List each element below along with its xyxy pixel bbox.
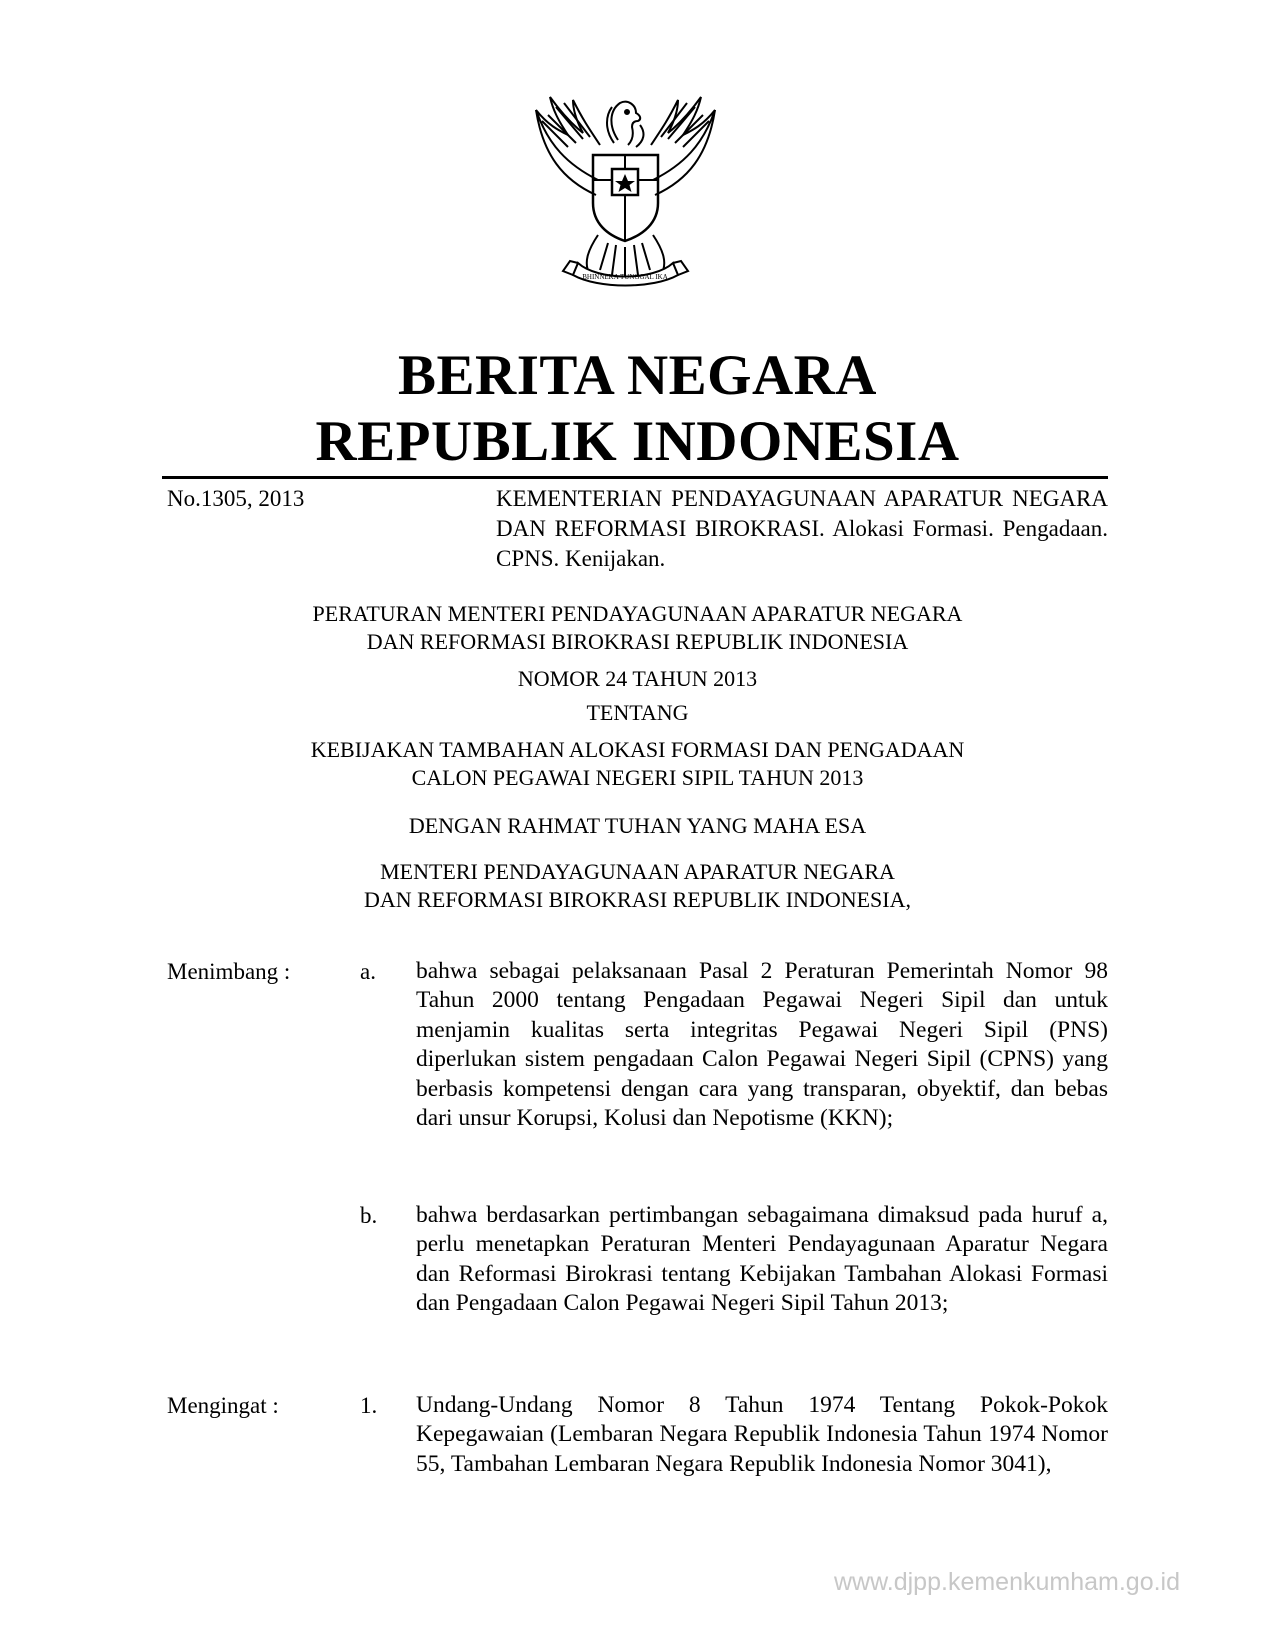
regulation-number: NOMOR 24 TAHUN 2013 [517, 666, 758, 691]
regulation-title-line-2: DAN REFORMASI BIROKRASI REPUBLIK INDONESIA [366, 629, 909, 654]
mengingat-label: Mengingat : [167, 1393, 279, 1418]
regulation-topic-line-1: KEBIJAKAN TAMBAHAN ALOKASI FORMASI DAN PENGADAAN [310, 737, 965, 762]
preamble: DENGAN RAHMAT TUHAN YANG MAHA ESA [408, 813, 867, 838]
regulation-about: TENTANG [586, 700, 689, 725]
masthead-line-1: BERITA NEGARA [398, 344, 877, 407]
regulation-topic-line-2: CALON PEGAWAI NEGERI SIPIL TAHUN 2013 [411, 765, 864, 790]
header-divider [162, 476, 1108, 479]
regulation-title-line-1: PERATURAN MENTERI PENDAYAGUNAAN APARATUR NEGARA [312, 601, 963, 626]
document-number: No.1305, 2013 [167, 486, 305, 511]
document-subject: KEMENTERIAN PENDAYAGUNAAN APARATUR NEGARA DAN REFORMASI BIROKRASI. Alokasi Formasi. Pengadaan. CPNS. Kenijakan. [496, 486, 1108, 571]
issuer-line-2: DAN REFORMASI BIROKRASI REPUBLIK INDONESIA, [364, 887, 911, 912]
menimbang-item-b-marker: b. [360, 1203, 378, 1228]
mengingat-item-1-text: Undang-Undang Nomor 8 Tahun 1974 Tentang Pokok-Pokok Kepegawaian (Lembaran Negara Republik Indonesia Tahun 1974 Nomor 55, Tambahan Lembaran Negara Republik Indonesia Nomor 3041), [416, 1392, 1108, 1477]
website-watermark: www.djpp.kemenkumham.go.id [834, 1568, 1180, 1596]
menimbang-item-b-text: bahwa berdasarkan pertimbangan sebagaimana dimaksud pada huruf a, perlu menetapkan Peraturan Menteri Pendayagunaan Aparatur Negara dan Reformasi Birokrasi tentang Kebijakan Tambahan Alokasi Formasi dan Pengadaan Calon Pegawai Negeri Sipil Tahun 2013; [416, 1202, 1108, 1317]
menimbang-item-a-marker: a. [360, 959, 376, 984]
motto-ribbon: BHINNEKA TUNGGAL IKA [582, 273, 668, 281]
menimbang-item-a-text: bahwa sebagai pelaksanaan Pasal 2 Peraturan Pemerintah Nomor 98 Tahun 2000 tentang Pengadaan Pegawai Negeri Sipil dan untuk menjamin kualitas serta integritas Pegawai Negeri Sipil (PNS) diperlukan sistem pengadaan Calon Pegawai Negeri Sipil (CPNS) yang berbasis kompetensi dengan cara yang transparan, obyektif, dan bebas dari unsur Korupsi, Kolusi dan Nepotisme (KKN); [416, 958, 1108, 1132]
mengingat-item-1-marker: 1. [360, 1393, 378, 1418]
garuda-pancasila-emblem-icon [528, 85, 723, 290]
masthead-line-2: REPUBLIK INDONESIA [315, 410, 960, 473]
menimbang-label: Menimbang : [167, 959, 291, 984]
issuer-line-1: MENTERI PENDAYAGUNAAN APARATUR NEGARA [380, 859, 895, 884]
